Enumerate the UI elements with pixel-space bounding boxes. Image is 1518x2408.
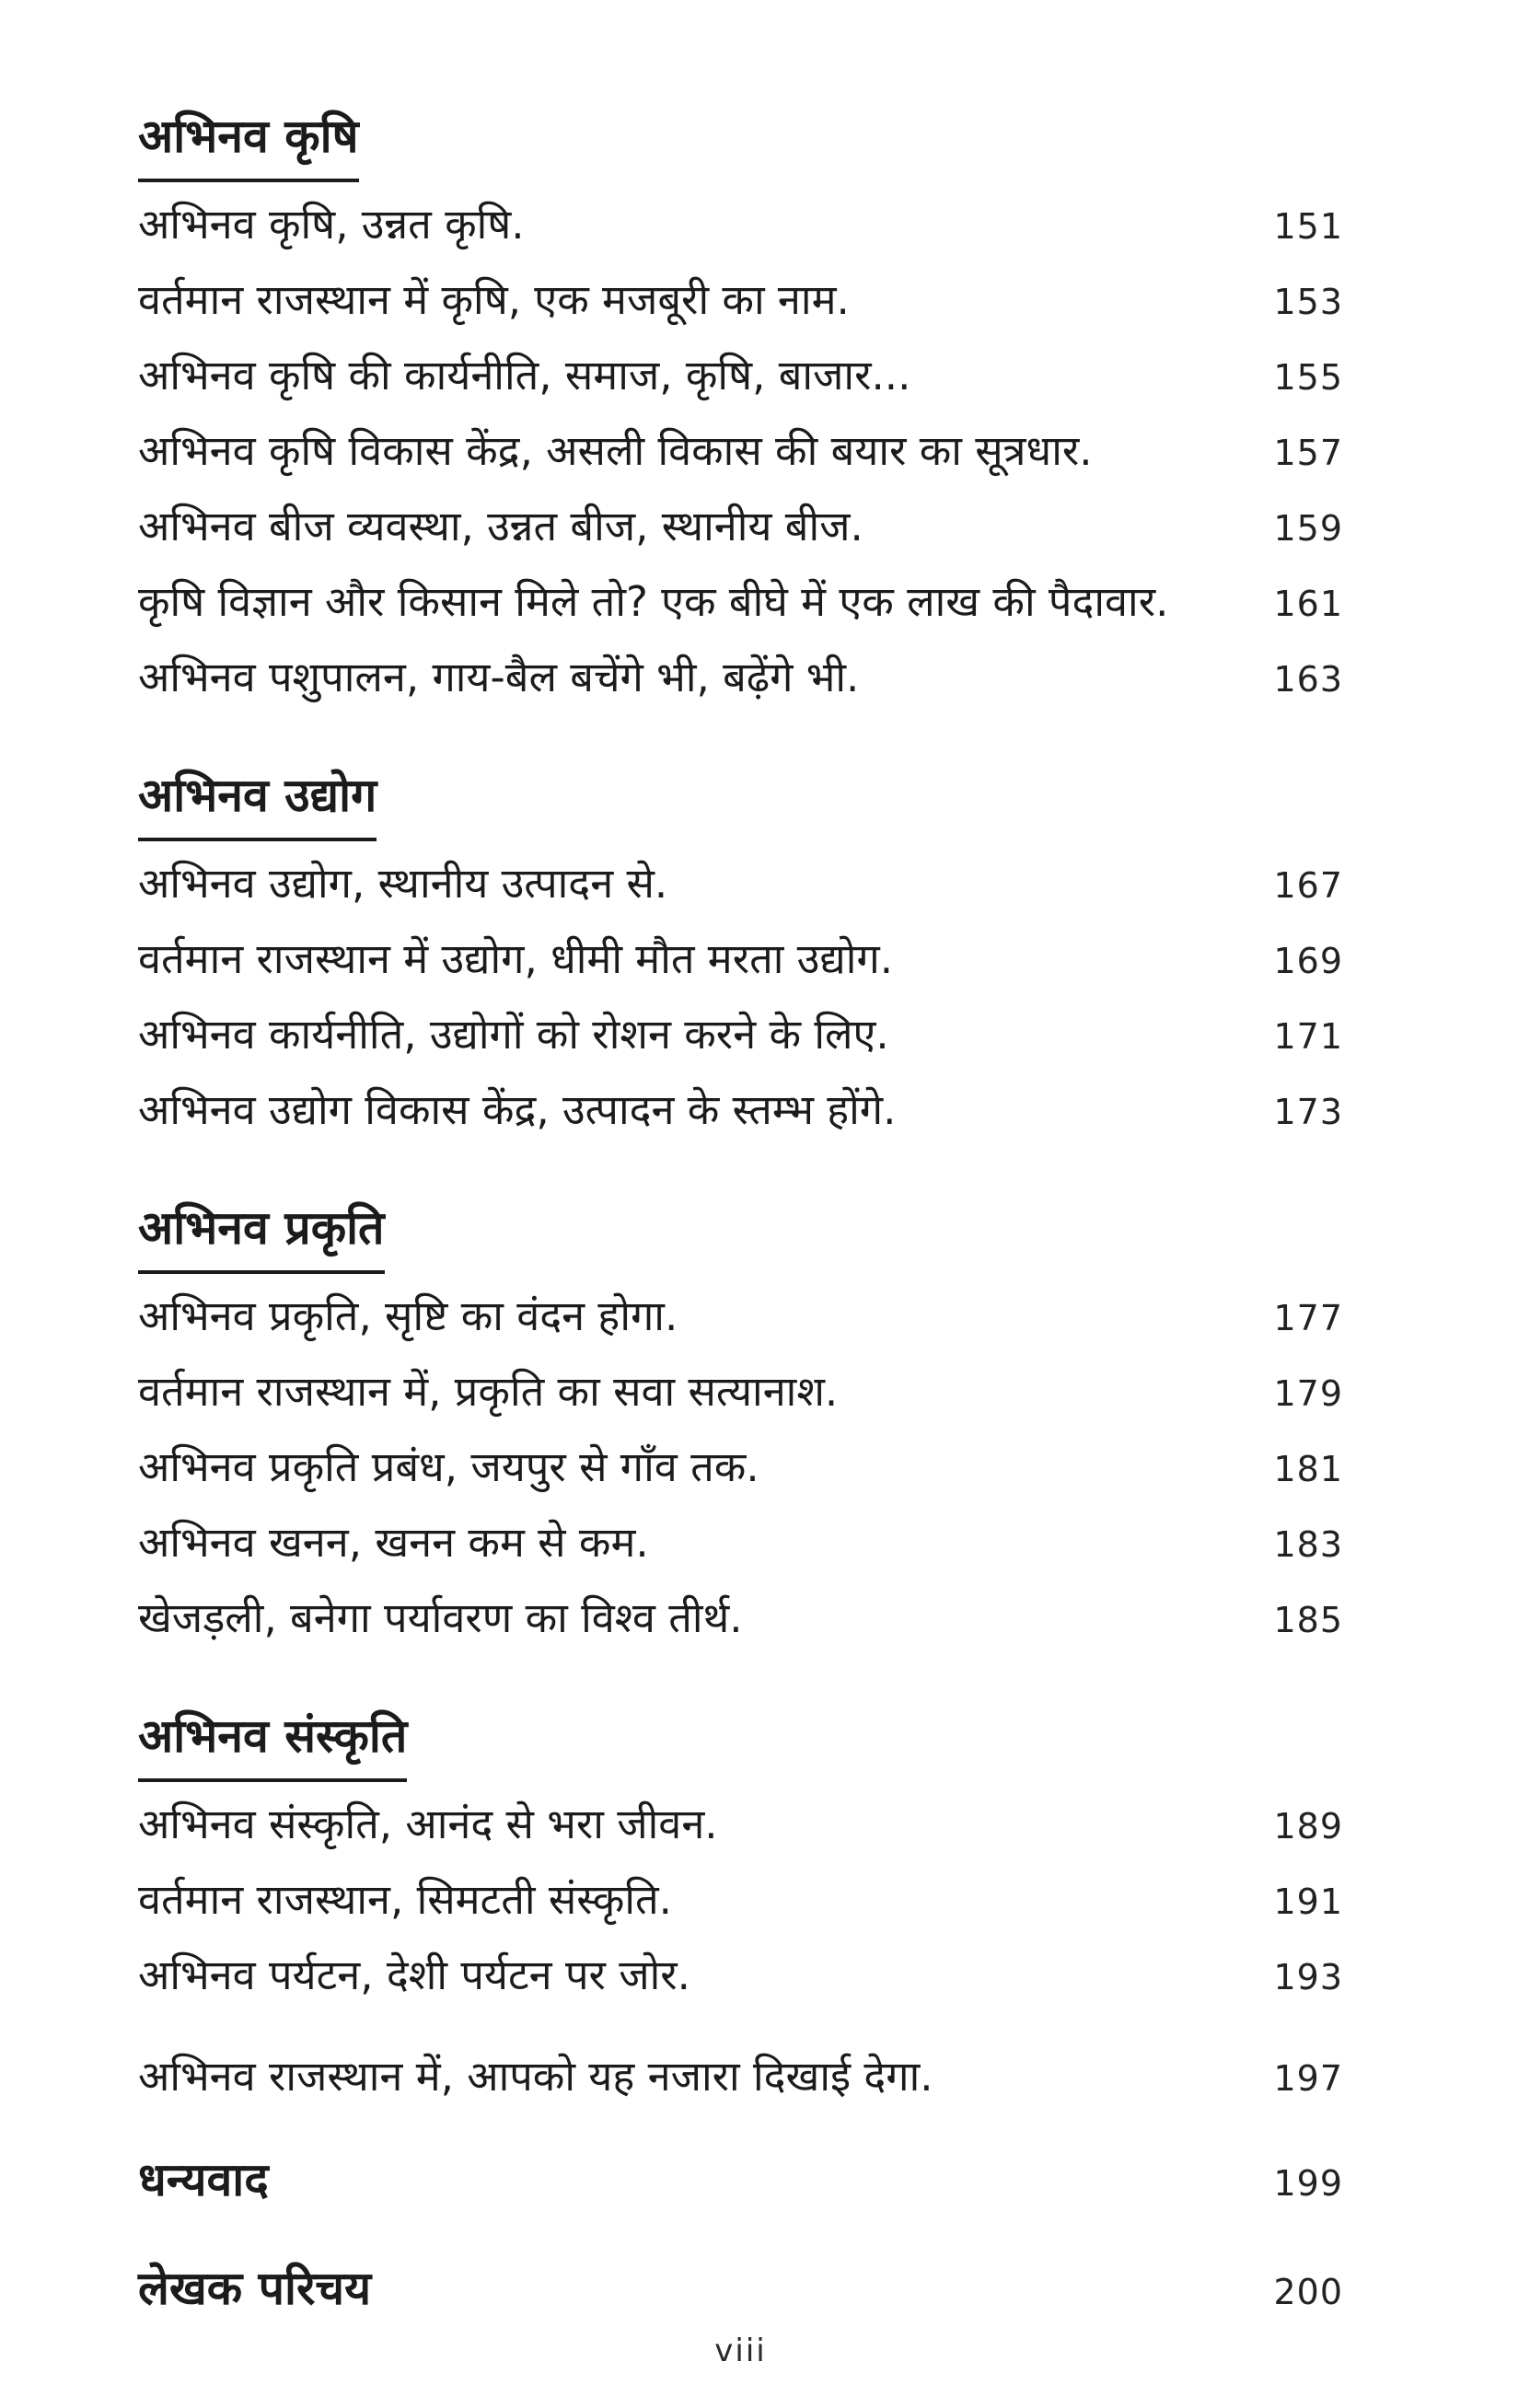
entry-page-number: 163 <box>1273 659 1343 700</box>
entry-title: वर्तमान राजस्थान में कृषि, एक मजबूरी का नाम. <box>138 275 850 324</box>
entry-page-number: 157 <box>1273 433 1343 473</box>
entry-page-number: 161 <box>1273 584 1343 624</box>
toc-entry <box>138 1939 1343 2014</box>
toc-entry <box>138 263 1343 339</box>
entry-page-number: 183 <box>1273 1524 1343 1565</box>
section-heading <box>138 96 1343 182</box>
entry-title: अभिनव उद्योग, स्थानीय उत्पादन से. <box>138 859 668 908</box>
entry-title: धन्यवाद <box>138 2153 269 2206</box>
entry-title: वर्तमान राजस्थान में उद्योग, धीमी मौत मरता उद्योग. <box>138 934 894 983</box>
toc-entry <box>138 1863 1343 1939</box>
entry-page-number: 200 <box>1273 2272 1343 2312</box>
entry-page-number: 169 <box>1273 941 1343 981</box>
entry-title: अभिनव प्रकृति प्रबंध, जयपुर से गाँव तक. <box>138 1442 759 1491</box>
entry-list <box>138 1788 1343 2014</box>
toc-entry <box>138 1506 1343 1581</box>
entry-page-number: 177 <box>1273 1298 1343 1338</box>
entry-title: अभिनव कृषि, उन्नत कृषि. <box>138 200 525 249</box>
entry-page-number: 181 <box>1273 1449 1343 1489</box>
entry-title: अभिनव संस्कृति, आनंद से भरा जीवन. <box>138 1800 718 1848</box>
entry-page-number: 153 <box>1273 282 1343 322</box>
toc-entry <box>138 1788 1343 1863</box>
entry-page-number: 193 <box>1273 1957 1343 1997</box>
entry-title: अभिनव कृषि विकास केंद्र, असली विकास की बयार का सूत्रधार. <box>138 426 1093 475</box>
toc-entry <box>138 2139 1343 2224</box>
entry-page-number: 155 <box>1273 357 1343 398</box>
toc-entry <box>138 339 1343 414</box>
entry-page-number: 171 <box>1273 1016 1343 1057</box>
entry-title: अभिनव खनन, खनन कम से कम. <box>138 1518 649 1567</box>
toc-entry <box>138 641 1343 716</box>
section-heading <box>138 755 1343 841</box>
toc-entry <box>138 188 1343 263</box>
toc-section <box>138 755 1343 1149</box>
entry-page-number: 167 <box>1273 865 1343 906</box>
entry-list <box>138 1279 1343 1657</box>
toc-entry <box>138 998 1343 1073</box>
toc-section <box>138 1696 1343 2014</box>
entry-title: खेजड़ली, बनेगा पर्यावरण का विश्व तीर्थ. <box>138 1593 743 1642</box>
entry-page-number: 191 <box>1273 1881 1343 1922</box>
toc-entry <box>138 1355 1343 1430</box>
sections-container <box>138 96 1343 2014</box>
section-heading-text: अभिनव कृषि <box>138 96 359 182</box>
entry-title: अभिनव उद्योग विकास केंद्र, उत्पादन के स्तम्भ होंगे. <box>138 1085 897 1134</box>
section-heading-text: अभिनव संस्कृति <box>138 1696 407 1782</box>
section-heading-text: अभिनव उद्योग <box>138 755 377 841</box>
entry-page-number: 173 <box>1273 1092 1343 1132</box>
entry-title: अभिनव कृषि की कार्यनीति, समाज, कृषि, बाजार... <box>138 351 911 399</box>
entry-title: वर्तमान राजस्थान में, प्रकृति का सवा सत्यानाश. <box>138 1367 839 1416</box>
section-heading <box>138 1187 1343 1274</box>
toc-entry <box>138 1279 1343 1355</box>
section-heading-text: अभिनव प्रकृति <box>138 1187 385 1274</box>
toc-section <box>138 96 1343 716</box>
entry-page-number: 151 <box>1273 206 1343 247</box>
entry-title: अभिनव पर्यटन, देशी पर्यटन पर जोर. <box>138 1951 690 1999</box>
entry-list <box>138 847 1343 1149</box>
toc-entry <box>138 565 1343 641</box>
toc-entry <box>138 490 1343 565</box>
section-heading <box>138 1696 1343 1782</box>
entry-title: अभिनव राजस्थान में, आपको यह नजारा दिखाई देगा. <box>138 2052 933 2101</box>
entry-title: लेखक परिचय <box>138 2262 372 2315</box>
toc-entry <box>138 922 1343 998</box>
toc-entry <box>138 847 1343 922</box>
entry-title: अभिनव कार्यनीति, उद्योगों को रोशन करने के लिए. <box>138 1010 889 1059</box>
entry-page-number: 159 <box>1273 508 1343 549</box>
entry-page-number: 199 <box>1273 2163 1343 2204</box>
toc-entry <box>138 2040 1343 2115</box>
entry-title: वर्तमान राजस्थान, सिमटती संस्कृति. <box>138 1875 672 1924</box>
entry-page-number: 189 <box>1273 1806 1343 1847</box>
standalone-entries-container <box>138 2027 1343 2333</box>
entry-title: अभिनव पशुपालन, गाय-बैल बचेंगे भी, बढ़ेंगे भी. <box>138 653 860 701</box>
toc-entry <box>138 1073 1343 1149</box>
entry-list <box>138 188 1343 716</box>
entry-page-number: 185 <box>1273 1600 1343 1640</box>
toc-entry <box>138 2248 1343 2333</box>
entry-page-number: 197 <box>1273 2058 1343 2099</box>
toc-entry <box>138 1581 1343 1657</box>
entry-title: कृषि विज्ञान और किसान मिले तो? एक बीघे में एक लाख की पैदावार. <box>138 577 1169 626</box>
entry-title: अभिनव प्रकृति, सृष्टि का वंदन होगा. <box>138 1291 678 1340</box>
toc-entry <box>138 1430 1343 1506</box>
toc-entry <box>138 414 1343 490</box>
entry-title: अभिनव बीज व्यवस्था, उन्नत बीज, स्थानीय बीज. <box>138 502 863 550</box>
entry-page-number: 179 <box>1273 1373 1343 1414</box>
toc-section <box>138 1187 1343 1657</box>
page-folio: viii <box>714 2333 767 2369</box>
